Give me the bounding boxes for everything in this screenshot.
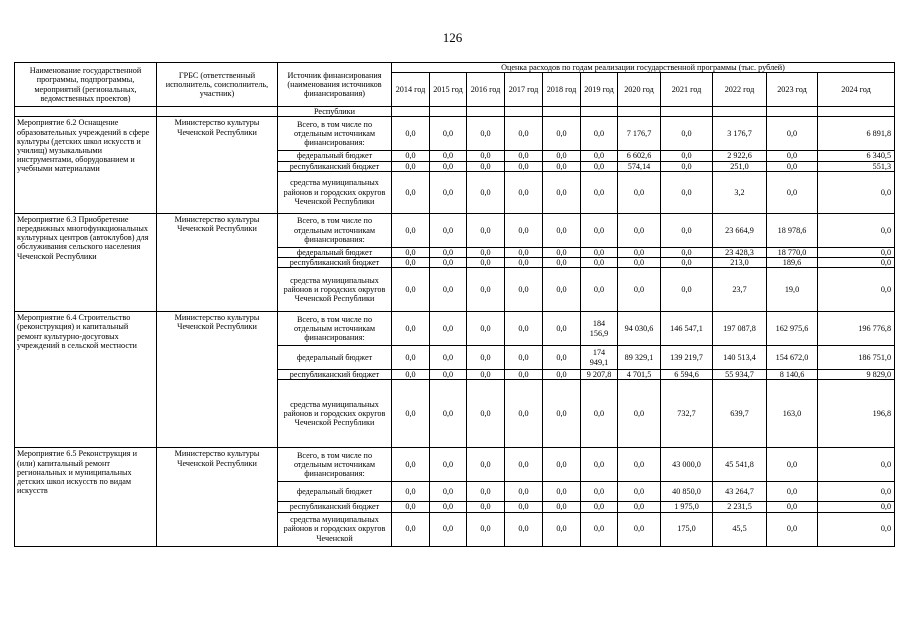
funding-source: Всего, в том числе по отдельным источникам финансирования: bbox=[278, 448, 392, 482]
amount-cell: 0,0 bbox=[581, 512, 618, 546]
amount-cell: 0,0 bbox=[581, 502, 618, 512]
funding-source: средства муниципальных районов и городских округов Чеченской bbox=[278, 512, 392, 546]
amount-cell: 0,0 bbox=[467, 512, 505, 546]
amount-cell: 0,0 bbox=[392, 171, 430, 213]
amount-cell: 197 087,8 bbox=[713, 312, 767, 346]
page-number: 126 bbox=[442, 30, 463, 45]
amount-cell: 0,0 bbox=[767, 502, 818, 512]
amount-cell: 0,0 bbox=[467, 448, 505, 482]
amount-cell: 0,0 bbox=[767, 117, 818, 151]
amount-cell: 6 594,6 bbox=[661, 370, 713, 380]
amount-cell: 4 701,5 bbox=[618, 370, 661, 380]
amount-cell: 0,0 bbox=[505, 482, 543, 502]
amount-cell: 0,0 bbox=[543, 268, 581, 312]
amount-cell: 0,0 bbox=[818, 247, 895, 257]
amount-cell: 0,0 bbox=[661, 247, 713, 257]
amount-cell: 0,0 bbox=[505, 117, 543, 151]
header-grbs: ГРБС (ответственный исполнитель, соисполнитель, участник) bbox=[157, 63, 278, 107]
amount-cell: 0,0 bbox=[467, 213, 505, 247]
amount-cell: 551,3 bbox=[818, 161, 895, 171]
amount-cell: 0,0 bbox=[543, 151, 581, 161]
measure-grbs: Министерство культуры Чеченской Республики bbox=[157, 213, 278, 311]
amount-cell: 0,0 bbox=[505, 268, 543, 312]
amount-cell: 0,0 bbox=[581, 448, 618, 482]
amount-cell: 0,0 bbox=[543, 380, 581, 448]
amount-cell: 0,0 bbox=[430, 257, 467, 267]
amount-cell: 0,0 bbox=[543, 117, 581, 151]
amount-cell: 0,0 bbox=[505, 171, 543, 213]
amount-cell: 0,0 bbox=[543, 448, 581, 482]
amount-cell: 0,0 bbox=[581, 247, 618, 257]
amount-cell: 0,0 bbox=[581, 257, 618, 267]
header-year: 2016 год bbox=[467, 73, 505, 107]
amount-cell: 0,0 bbox=[767, 161, 818, 171]
carryover-source: Республики bbox=[278, 107, 392, 117]
amount-cell: 0,0 bbox=[618, 482, 661, 502]
amount-cell: 0,0 bbox=[767, 512, 818, 546]
amount-cell: 0,0 bbox=[661, 171, 713, 213]
amount-cell: 0,0 bbox=[392, 512, 430, 546]
amount-cell: 0,0 bbox=[392, 346, 430, 370]
amount-cell: 0,0 bbox=[467, 502, 505, 512]
amount-cell: 184 156,9 bbox=[581, 312, 618, 346]
amount-cell: 0,0 bbox=[581, 213, 618, 247]
header-year: 2021 год bbox=[661, 73, 713, 107]
amount-cell: 0,0 bbox=[543, 482, 581, 502]
funding-source: федеральный бюджет bbox=[278, 482, 392, 502]
amount-cell: 0,0 bbox=[618, 448, 661, 482]
header-year: 2014 год bbox=[392, 73, 430, 107]
amount-cell: 7 176,7 bbox=[618, 117, 661, 151]
amount-cell: 0,0 bbox=[505, 448, 543, 482]
header-year: 2017 год bbox=[505, 73, 543, 107]
amount-cell: 639,7 bbox=[713, 380, 767, 448]
amount-cell: 154 672,0 bbox=[767, 346, 818, 370]
amount-cell: 0,0 bbox=[430, 151, 467, 161]
measure-name: Мероприятие 6.5 Реконструкция и (или) капитальный ремонт региональных и муниципальных детских школ искусств по видам искусств bbox=[15, 448, 157, 546]
amount-cell: 2 922,6 bbox=[713, 151, 767, 161]
amount-cell: 0,0 bbox=[543, 161, 581, 171]
amount-cell: 0,0 bbox=[505, 257, 543, 267]
header-year: 2020 год bbox=[618, 73, 661, 107]
funding-source: средства муниципальных районов и городских округов Чеченской Республики bbox=[278, 380, 392, 448]
amount-cell: 0,0 bbox=[543, 213, 581, 247]
amount-cell: 140 513,4 bbox=[713, 346, 767, 370]
amount-cell: 0,0 bbox=[430, 448, 467, 482]
amount-cell: 43 000,0 bbox=[661, 448, 713, 482]
amount-cell: 0,0 bbox=[505, 161, 543, 171]
amount-cell: 6 891,8 bbox=[818, 117, 895, 151]
amount-cell: 9 207,8 bbox=[581, 370, 618, 380]
amount-cell: 0,0 bbox=[392, 151, 430, 161]
amount-cell: 0,0 bbox=[392, 213, 430, 247]
header-year: 2023 год bbox=[767, 73, 818, 107]
amount-cell: 0,0 bbox=[618, 268, 661, 312]
amount-cell: 0,0 bbox=[430, 512, 467, 546]
amount-cell: 196 776,8 bbox=[818, 312, 895, 346]
amount-cell: 0,0 bbox=[581, 171, 618, 213]
funding-source: Всего, в том числе по отдельным источникам финансирования: bbox=[278, 117, 392, 151]
amount-cell: 0,0 bbox=[661, 268, 713, 312]
funding-source: федеральный бюджет bbox=[278, 346, 392, 370]
funding-source: Всего, в том числе по отдельным источникам финансирования: bbox=[278, 312, 392, 346]
amount-cell: 0,0 bbox=[767, 448, 818, 482]
funding-source: Всего, в том числе по отдельным источникам финансирования: bbox=[278, 213, 392, 247]
amount-cell: 3 176,7 bbox=[713, 117, 767, 151]
table-row bbox=[15, 213, 895, 247]
amount-cell: 0,0 bbox=[661, 161, 713, 171]
amount-cell: 6 602,6 bbox=[618, 151, 661, 161]
amount-cell: 0,0 bbox=[430, 370, 467, 380]
amount-cell: 0,0 bbox=[392, 482, 430, 502]
amount-cell: 186 751,0 bbox=[818, 346, 895, 370]
amount-cell: 0,0 bbox=[543, 312, 581, 346]
amount-cell: 0,0 bbox=[543, 346, 581, 370]
amount-cell: 0,0 bbox=[818, 213, 895, 247]
measure-grbs: Министерство культуры Чеченской Республики bbox=[157, 448, 278, 546]
amount-cell: 0,0 bbox=[392, 247, 430, 257]
amount-cell: 0,0 bbox=[661, 117, 713, 151]
amount-cell: 6 340,5 bbox=[818, 151, 895, 161]
amount-cell: 0,0 bbox=[392, 268, 430, 312]
amount-cell: 0,0 bbox=[430, 380, 467, 448]
amount-cell: 45,5 bbox=[713, 512, 767, 546]
amount-cell: 45 541,8 bbox=[713, 448, 767, 482]
amount-cell: 0,0 bbox=[818, 171, 895, 213]
amount-cell: 0,0 bbox=[767, 171, 818, 213]
amount-cell: 40 850,0 bbox=[661, 482, 713, 502]
amount-cell: 0,0 bbox=[505, 512, 543, 546]
amount-cell: 189,6 bbox=[767, 257, 818, 267]
amount-cell: 0,0 bbox=[392, 502, 430, 512]
amount-cell: 163,0 bbox=[767, 380, 818, 448]
amount-cell: 23,7 bbox=[713, 268, 767, 312]
amount-cell: 732,7 bbox=[661, 380, 713, 448]
amount-cell: 162 975,6 bbox=[767, 312, 818, 346]
amount-cell: 18 770,0 bbox=[767, 247, 818, 257]
measure-grbs: Министерство культуры Чеченской Республики bbox=[157, 117, 278, 213]
amount-cell: 174 949,1 bbox=[581, 346, 618, 370]
header-name: Наименование государственной программы, подпрограммы, мероприятий (региональных, ведомственных проектов) bbox=[15, 63, 157, 107]
measure-name: Мероприятие 6.3 Приобретение передвижных многофункциональных культурных центров (автоклубов) для обслуживания сельского населения Чеченской Республики bbox=[15, 213, 157, 311]
amount-cell: 89 329,1 bbox=[618, 346, 661, 370]
amount-cell: 0,0 bbox=[392, 312, 430, 346]
amount-cell: 8 140,6 bbox=[767, 370, 818, 380]
funding-source: республиканский бюджет bbox=[278, 161, 392, 171]
amount-cell: 0,0 bbox=[818, 448, 895, 482]
funding-source: федеральный бюджет bbox=[278, 151, 392, 161]
amount-cell: 0,0 bbox=[543, 512, 581, 546]
funding-source: федеральный бюджет bbox=[278, 247, 392, 257]
amount-cell: 0,0 bbox=[767, 151, 818, 161]
amount-cell: 251,0 bbox=[713, 161, 767, 171]
amount-cell: 0,0 bbox=[430, 312, 467, 346]
amount-cell: 139 219,7 bbox=[661, 346, 713, 370]
amount-cell: 0,0 bbox=[505, 346, 543, 370]
amount-cell: 0,0 bbox=[505, 370, 543, 380]
amount-cell: 0,0 bbox=[543, 171, 581, 213]
funding-source: республиканский бюджет bbox=[278, 502, 392, 512]
table-body bbox=[15, 107, 895, 546]
amount-cell: 0,0 bbox=[392, 448, 430, 482]
table-row bbox=[15, 117, 895, 151]
header-source: Источник финансирования (наименования источников финансирования) bbox=[278, 63, 392, 107]
table-row bbox=[15, 448, 895, 482]
amount-cell: 0,0 bbox=[467, 247, 505, 257]
amount-cell: 0,0 bbox=[430, 502, 467, 512]
amount-cell: 0,0 bbox=[618, 380, 661, 448]
amount-cell: 0,0 bbox=[467, 380, 505, 448]
amount-cell: 0,0 bbox=[430, 117, 467, 151]
header-year: 2022 год bbox=[713, 73, 767, 107]
header-year: 2018 год bbox=[543, 73, 581, 107]
amount-cell: 0,0 bbox=[467, 161, 505, 171]
amount-cell: 0,0 bbox=[505, 151, 543, 161]
amount-cell: 0,0 bbox=[467, 268, 505, 312]
amount-cell: 146 547,1 bbox=[661, 312, 713, 346]
amount-cell: 0,0 bbox=[392, 257, 430, 267]
header-year: 2015 год bbox=[430, 73, 467, 107]
amount-cell: 0,0 bbox=[543, 257, 581, 267]
measure-name: Мероприятие 6.4 Строительство (реконструкция) и капитальный ремонт культурно-досуговых учреждений в сельской местности bbox=[15, 312, 157, 448]
table-row bbox=[15, 312, 895, 346]
amount-cell: 0,0 bbox=[581, 117, 618, 151]
amount-cell: 0,0 bbox=[505, 213, 543, 247]
amount-cell: 0,0 bbox=[581, 161, 618, 171]
amount-cell: 0,0 bbox=[467, 117, 505, 151]
amount-cell: 0,0 bbox=[581, 482, 618, 502]
header-year: 2024 год bbox=[818, 73, 895, 107]
amount-cell: 0,0 bbox=[430, 161, 467, 171]
amount-cell: 0,0 bbox=[618, 171, 661, 213]
amount-cell: 0,0 bbox=[392, 370, 430, 380]
budget-table bbox=[14, 62, 895, 547]
amount-cell: 574,14 bbox=[618, 161, 661, 171]
header-year: 2019 год bbox=[581, 73, 618, 107]
amount-cell: 3,2 bbox=[713, 171, 767, 213]
amount-cell: 0,0 bbox=[467, 482, 505, 502]
amount-cell: 0,0 bbox=[392, 117, 430, 151]
funding-source: средства муниципальных районов и городских округов Чеченской Республики bbox=[278, 171, 392, 213]
measure-grbs: Министерство культуры Чеченской Республики bbox=[157, 312, 278, 448]
amount-cell: 196,8 bbox=[818, 380, 895, 448]
amount-cell: 0,0 bbox=[618, 213, 661, 247]
amount-cell: 0,0 bbox=[392, 161, 430, 171]
amount-cell: 1 975,0 bbox=[661, 502, 713, 512]
amount-cell: 0,0 bbox=[392, 380, 430, 448]
amount-cell: 0,0 bbox=[818, 268, 895, 312]
amount-cell: 0,0 bbox=[505, 312, 543, 346]
amount-cell: 0,0 bbox=[467, 151, 505, 161]
amount-cell: 0,0 bbox=[505, 247, 543, 257]
amount-cell: 18 978,6 bbox=[767, 213, 818, 247]
amount-cell: 0,0 bbox=[618, 257, 661, 267]
amount-cell: 0,0 bbox=[618, 247, 661, 257]
amount-cell: 0,0 bbox=[818, 512, 895, 546]
amount-cell: 94 030,6 bbox=[618, 312, 661, 346]
amount-cell: 0,0 bbox=[430, 171, 467, 213]
amount-cell: 0,0 bbox=[618, 502, 661, 512]
amount-cell: 0,0 bbox=[661, 257, 713, 267]
amount-cell: 0,0 bbox=[543, 247, 581, 257]
amount-cell: 0,0 bbox=[430, 213, 467, 247]
amount-cell: 0,0 bbox=[581, 151, 618, 161]
amount-cell: 9 829,0 bbox=[818, 370, 895, 380]
amount-cell: 0,0 bbox=[581, 380, 618, 448]
amount-cell: 175,0 bbox=[661, 512, 713, 546]
table-header bbox=[15, 63, 895, 107]
amount-cell: 0,0 bbox=[581, 268, 618, 312]
amount-cell: 0,0 bbox=[818, 502, 895, 512]
header-estimate: Оценка расходов по годам реализации государственной программы (тыс. рублей) bbox=[392, 63, 895, 73]
amount-cell: 0,0 bbox=[818, 257, 895, 267]
amount-cell: 0,0 bbox=[467, 370, 505, 380]
amount-cell: 2 231,5 bbox=[713, 502, 767, 512]
amount-cell: 0,0 bbox=[467, 257, 505, 267]
amount-cell: 0,0 bbox=[505, 502, 543, 512]
amount-cell: 0,0 bbox=[467, 171, 505, 213]
carryover-row bbox=[15, 107, 895, 117]
amount-cell: 213,0 bbox=[713, 257, 767, 267]
amount-cell: 0,0 bbox=[543, 370, 581, 380]
amount-cell: 0,0 bbox=[430, 346, 467, 370]
amount-cell: 23 428,3 bbox=[713, 247, 767, 257]
amount-cell: 43 264,7 bbox=[713, 482, 767, 502]
funding-source: республиканский бюджет bbox=[278, 257, 392, 267]
amount-cell: 0,0 bbox=[430, 482, 467, 502]
amount-cell: 55 934,7 bbox=[713, 370, 767, 380]
amount-cell: 0,0 bbox=[818, 482, 895, 502]
amount-cell: 0,0 bbox=[430, 247, 467, 257]
amount-cell: 19,0 bbox=[767, 268, 818, 312]
amount-cell: 0,0 bbox=[430, 268, 467, 312]
amount-cell: 0,0 bbox=[543, 502, 581, 512]
funding-source: республиканский бюджет bbox=[278, 370, 392, 380]
amount-cell: 0,0 bbox=[618, 512, 661, 546]
amount-cell: 23 664,9 bbox=[713, 213, 767, 247]
funding-source: средства муниципальных районов и городских округов Чеченской Республики bbox=[278, 268, 392, 312]
measure-name: Мероприятие 6.2 Оснащение образовательных учреждений в сфере культуры (детских школ искусств и училищ) музыкальными инструментами, оборудованием и учебными материалами bbox=[15, 117, 157, 213]
amount-cell: 0,0 bbox=[467, 312, 505, 346]
amount-cell: 0,0 bbox=[467, 346, 505, 370]
amount-cell: 0,0 bbox=[661, 151, 713, 161]
amount-cell: 0,0 bbox=[505, 380, 543, 448]
amount-cell: 0,0 bbox=[661, 213, 713, 247]
amount-cell: 0,0 bbox=[767, 482, 818, 502]
